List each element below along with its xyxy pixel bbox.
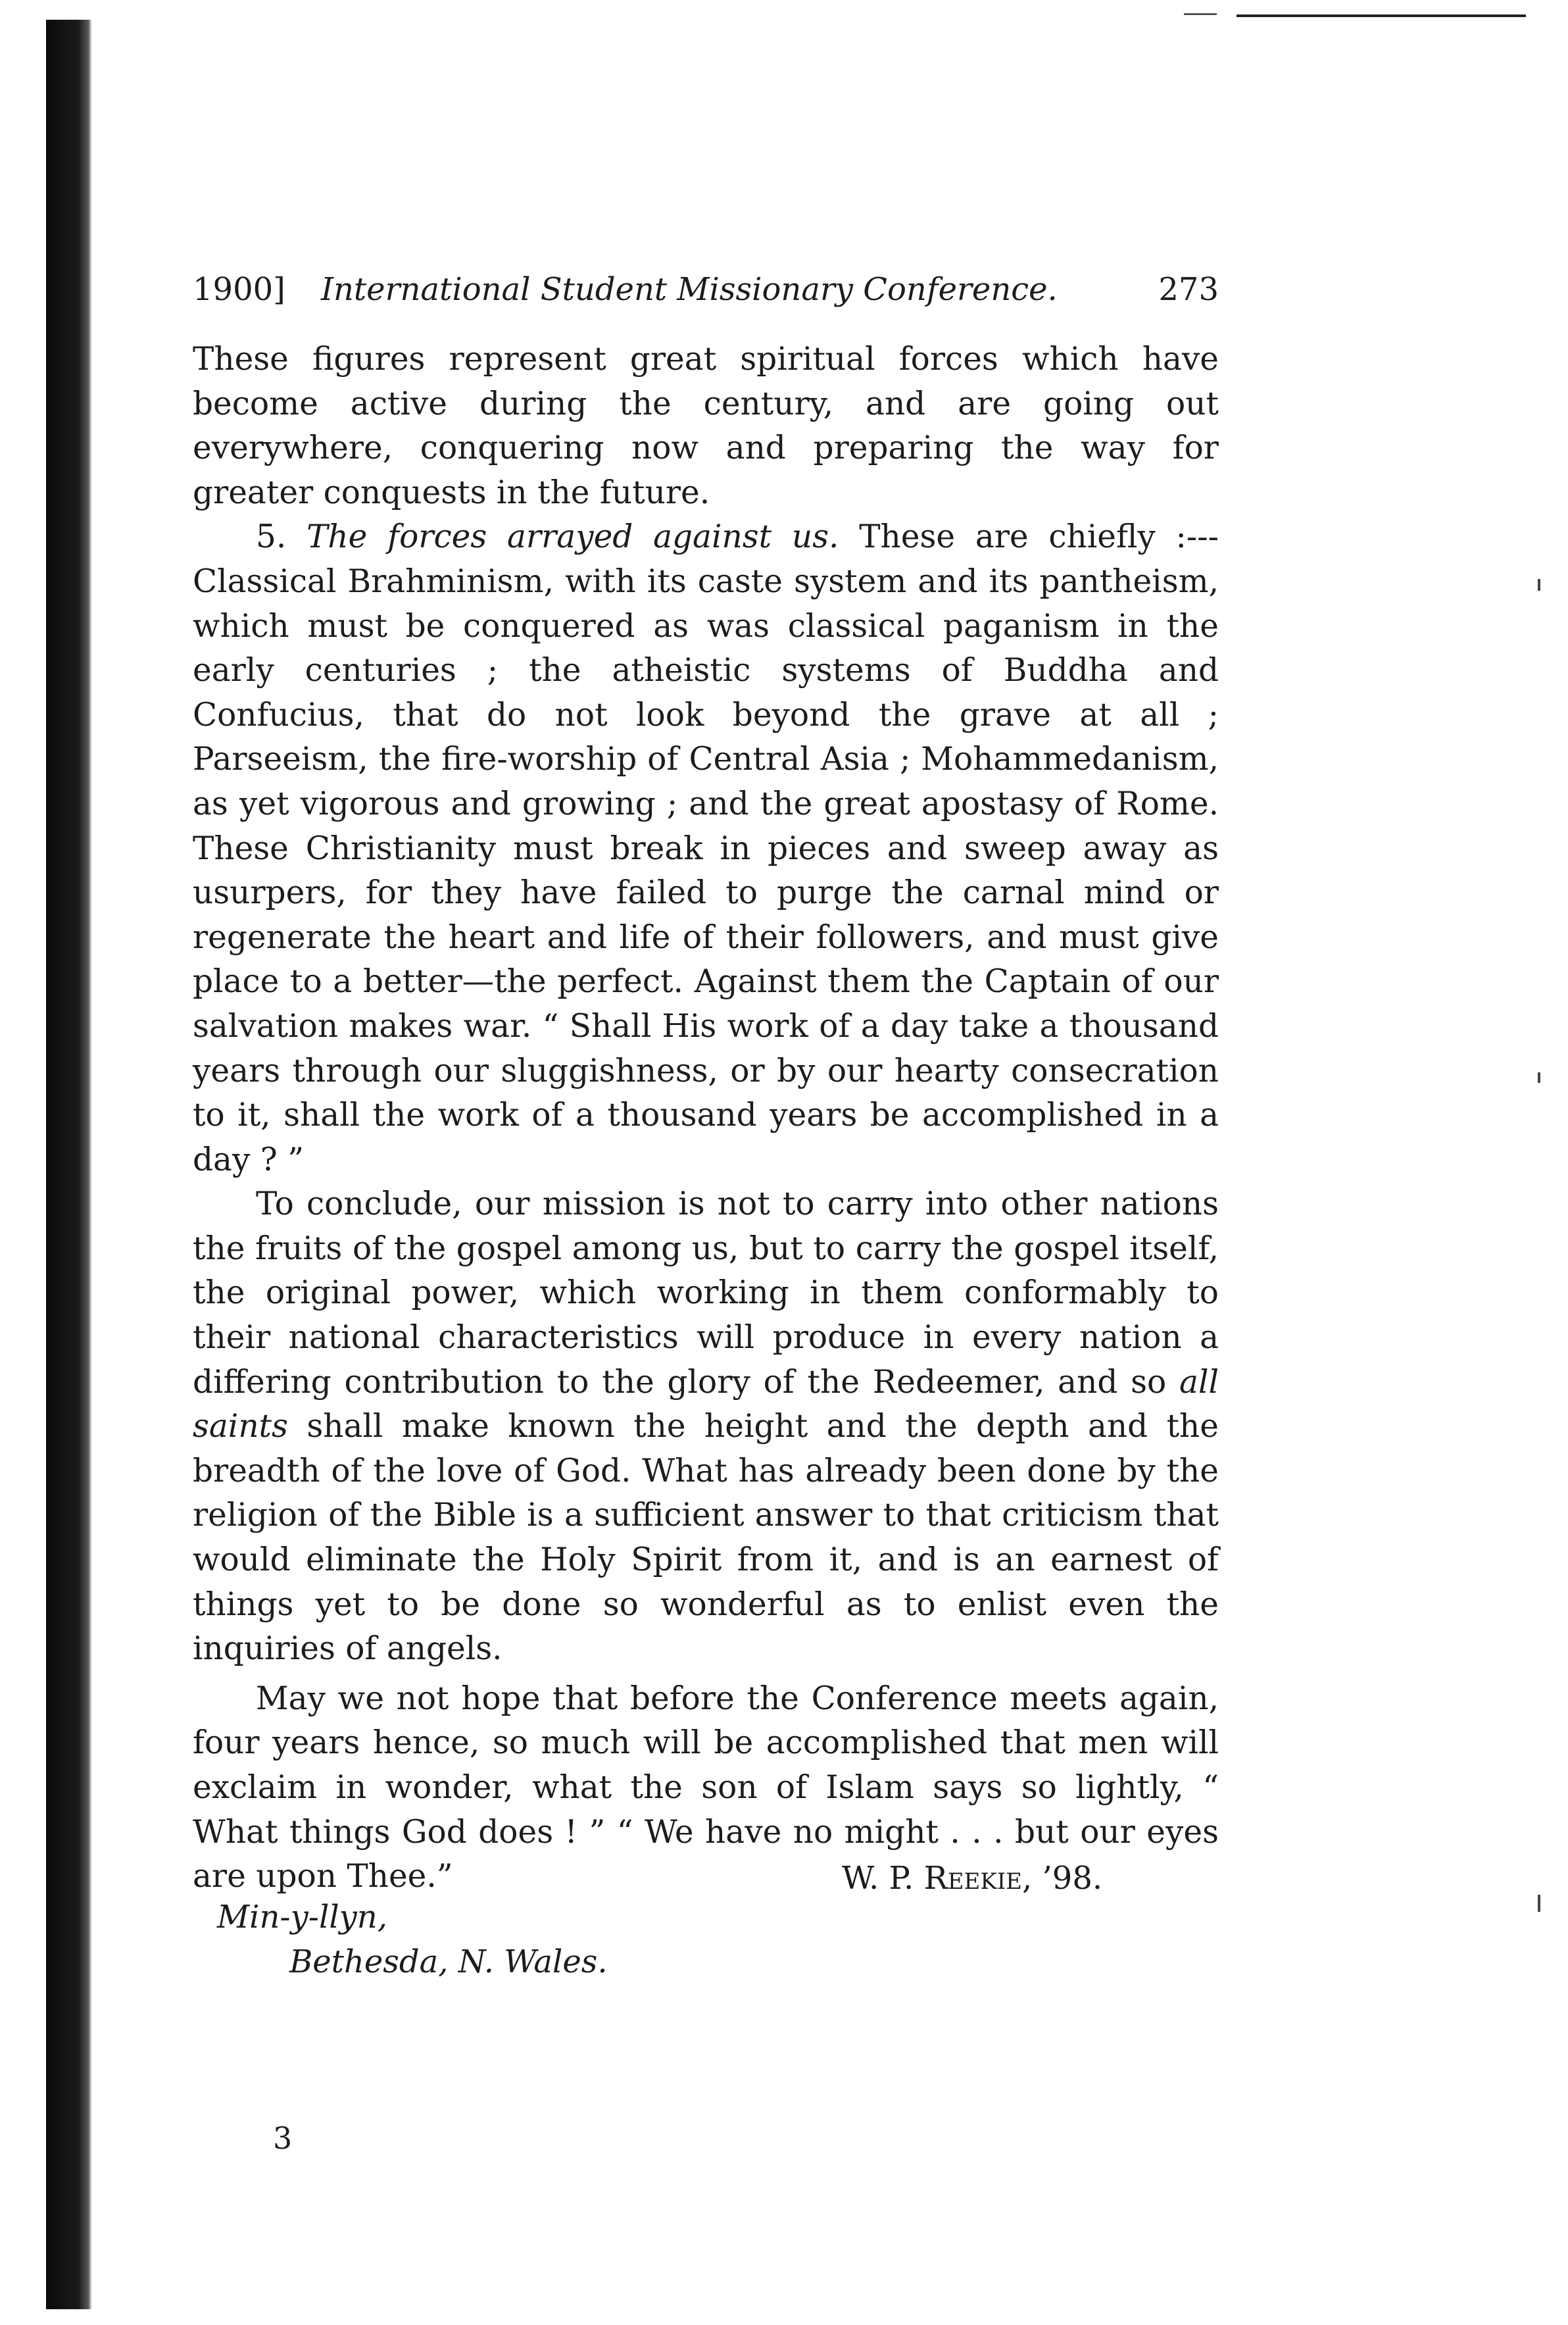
printer-signature-mark: 3 (273, 2120, 293, 2156)
paragraph-conclusion (193, 1182, 1219, 1672)
running-header (193, 266, 1219, 312)
author-class-year: , ’98. (1022, 1860, 1103, 1897)
scan-mark (1184, 13, 1217, 15)
author-surname: Reekie (923, 1860, 1022, 1897)
scan-rule (1237, 14, 1526, 17)
section-heading: The forces arrayed against us. (306, 518, 839, 556)
paragraph-forces-text: These are chiefly :--- Classical Brahminism, with its caste system and its pantheism, which must be conquered as was classical paganism in the early centuries ; the atheistic systems of Buddha and Confucius, that do not look beyond the grave at all ; Parseeism, the fire-worship of Central Asia ; Mohammedanism, as yet vigorous and growing ; and the great apostasy of Rome. These Christianity must break in pieces and sweep away as usurpers, for they have failed to purge the carnal mind or regenerate the heart and life of their followers, and must give place to a better—the perfect. Against them the Captain of our salvation makes war. “ Shall His work of a day take a thousand years through our sluggishness, or by our hearty consecration to it, shall the work of a thousand years be accomplished in a day ? ” (193, 518, 1219, 1178)
author-signature (842, 1857, 1102, 1901)
author-address (217, 1895, 608, 1984)
header-year: 1900] (193, 271, 285, 308)
section-number: 5. (256, 518, 287, 556)
scan-speck (1538, 1895, 1540, 1912)
author-initials: W. P. (842, 1860, 914, 1897)
paragraph-figures: These figures represent great spiritual forces which have become active during the century, and are going out everywhere, conquering now and preparing the way for greater conquests in the future. (193, 341, 1219, 511)
page-binding-edge (46, 20, 92, 2309)
conclusion-text-b: shall make known the height and the depth and the breadth of the love of God. What has already been done by the religion of the Bible is a sufficient answer to that criticism that would eliminate the Holy Spirit from it, and is an earnest of things yet to be done so wonderful as to enlist even the inquiries of angels. (193, 1408, 1219, 1668)
scan-speck (1538, 579, 1540, 591)
address-line-1: Min-y-llyn, (217, 1899, 387, 1936)
body-text (193, 338, 1219, 1899)
paragraph-forces-arrayed (193, 515, 1219, 1182)
scan-speck (1538, 1072, 1540, 1083)
address-line-2: Bethesda, N. Wales. (289, 1943, 608, 1980)
conclusion-text-a: To conclude, our mission is not to carry into other nations the fruits of the gospel among us, but to carry the gospel itself, the original power, which working in them conformably to their national characteristics will produce in every nation a differing contribution to the glory of the Redeemer, and so (193, 1186, 1219, 1401)
page-number: 273 (1158, 271, 1219, 308)
header-title: International Student Missionary Conference. (321, 271, 1058, 308)
paragraph-closing-hope: May we not hope that before the Conference meets again, four years hence, so much will be accomplished that men will exclaim in wonder, what the son of Islam says so lightly, “ What things God does ! ” “ We have no might . . . but our eyes are upon Thee.” (193, 1680, 1219, 1895)
emphasis-all-saints: all saints (193, 1363, 1219, 1445)
